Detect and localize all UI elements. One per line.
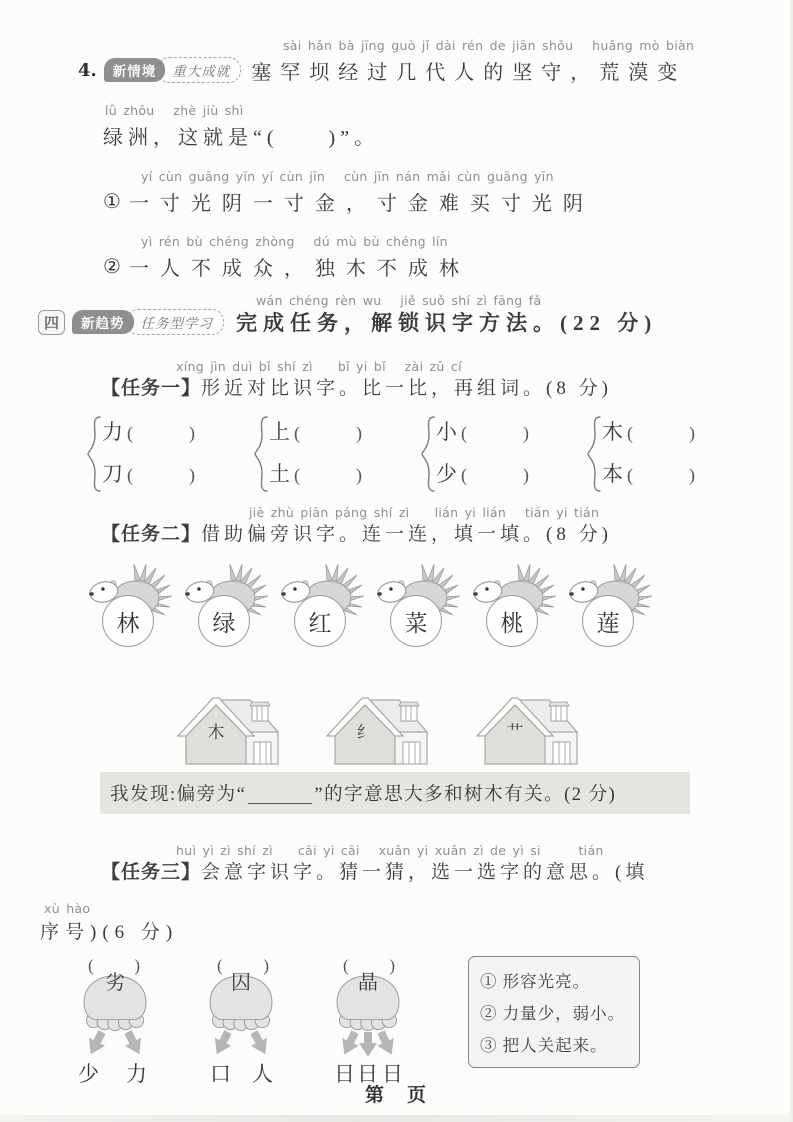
pair-row: [102, 458, 195, 488]
open-paren: (: [294, 465, 300, 485]
task1-label: 【任务一】: [101, 378, 202, 399]
octopus-group-lie: [60, 956, 180, 1086]
octopus-group-qiu: [186, 956, 306, 1086]
hedgehog-sign-circle: [390, 595, 442, 647]
task1-pinyin: xíng jìn duì bǐ shí zì bǐ yi bǐ zài zǔ cí: [176, 359, 462, 374]
house-radical: 纟: [356, 723, 374, 742]
hedgehog-sign-circle: [294, 595, 346, 647]
q4-pinyin-line1: sài hǎn bà jīng guò jǐ dài rén de jiān shǒu huāng mò biàn: [283, 38, 695, 53]
q4-pinyin-line2: lǜ zhōu zhè jiù shì: [105, 103, 244, 118]
close-paren: ): [356, 465, 362, 485]
q4-option2: [103, 252, 470, 281]
open-paren: (: [627, 465, 633, 485]
q4-option2-pinyin: yì rén bù chéng zhòng dú mù bù chéng lín: [141, 234, 448, 249]
task2-pinyin: jiè zhù piān páng shí zì lián yi lián tián yi tián: [249, 505, 600, 520]
arrows-icon: [313, 1030, 423, 1060]
pair-row: [436, 416, 529, 446]
house-item: [321, 690, 433, 768]
arrows-icon: [186, 1030, 296, 1060]
close-paren: ): [523, 423, 529, 443]
task3-label: 【任务三】: [101, 862, 202, 883]
hedgehog-char: 莲: [596, 610, 620, 636]
pair-row: [602, 458, 695, 488]
hanzi: 力: [102, 420, 123, 444]
close-paren: ): [523, 465, 529, 485]
house-item: [172, 690, 284, 768]
compound-char: 囚: [231, 972, 251, 994]
section4-number-badge: 四: [38, 310, 65, 335]
curly-brace-icon: [585, 414, 603, 494]
pair-row: [602, 416, 695, 446]
hedgehog-item: [82, 558, 174, 650]
open-paren: (: [127, 423, 133, 443]
curly-brace-icon: [85, 414, 103, 494]
task2-label: 【任务二】: [101, 524, 202, 545]
page-footer: 第 页: [364, 1085, 428, 1106]
task3-title-row: [101, 857, 648, 884]
choice-item: ② 力量少，弱小。: [480, 1004, 626, 1023]
component-char: 日: [334, 1062, 355, 1086]
task2-title: 借助偏旁识字。连一连，填一填。(8 分): [201, 524, 612, 545]
pair-row: [102, 416, 195, 446]
hedgehog-char: 红: [308, 610, 332, 636]
task3-cont-text: 序号)(6 分): [40, 922, 179, 943]
pair-group-xiao-shao: [419, 414, 569, 496]
finding-note: [100, 772, 690, 814]
curly-brace-icon: [419, 414, 437, 494]
hedgehog-char: 绿: [212, 610, 236, 636]
component-char: 日: [382, 1062, 403, 1086]
pair-group-li-dao: [85, 414, 235, 496]
hedgehog-sign-circle: [486, 595, 538, 647]
meaning-choices-box: [468, 956, 640, 1068]
hedgehog-item: [466, 558, 558, 650]
hedgehog-sign-circle: [198, 595, 250, 647]
pair-row: [269, 416, 362, 446]
close-paren: ): [689, 423, 695, 443]
close-paren: ): [389, 956, 395, 975]
close-paren: ): [189, 465, 195, 485]
q4-option1-pinyin: yí cùn guāng yīn yí cùn jīn cùn jīn nán mǎi cùn guāng yīn: [141, 169, 554, 184]
hanzi: 小: [436, 420, 457, 444]
task2-title-row: [101, 519, 612, 546]
arrows-icon: [60, 1030, 170, 1060]
component-char: 少: [78, 1062, 99, 1086]
hedgehog-char: 菜: [404, 610, 428, 636]
scan-edge-bottom: [0, 1115, 793, 1122]
section4-pinyin: wán chéng rèn wu jiě suǒ shí zì fāng fǎ: [256, 293, 542, 308]
finding-suffix: ”的字意思大多和树木有关。(2 分): [314, 785, 617, 805]
pair-row: [269, 458, 362, 488]
pair-group-mu-ben: [585, 414, 735, 496]
task1-title: 形近对比识字。比一比，再组词。(8 分): [201, 378, 612, 399]
house-radical: 艹: [506, 723, 524, 742]
q4-text-line2: 绿洲，这就是“( )”。: [103, 127, 380, 149]
hedgehog-char: 桃: [500, 610, 524, 636]
open-paren: (: [461, 465, 467, 485]
task3-pinyin: huì yì zì shí zì cāi yi cāi xuǎn yi xuǎn zì de yì si tián: [176, 843, 604, 858]
curly-brace-icon: [252, 414, 270, 494]
component-char: 人: [252, 1062, 273, 1086]
q4-option1: [103, 187, 594, 216]
badge-task-learning: 任务型学习: [126, 309, 225, 335]
badge-new-trend: 新趋势: [72, 310, 134, 334]
hanzi: 上: [269, 420, 290, 444]
fill-blank: [248, 783, 312, 804]
hedgehog-item: [562, 558, 654, 650]
q4-text-line1: 塞罕坝经过几代人的坚守，荒漠变: [251, 61, 687, 84]
option1-text: 一寸光阴一寸金，寸金难买寸光阴: [128, 193, 594, 215]
hanzi: 本: [602, 462, 623, 486]
compound-char: 劣: [105, 972, 125, 994]
open-paren: (: [461, 423, 467, 443]
badge-new-situation: 新情境: [104, 58, 166, 82]
hedgehog-sign-circle: [582, 595, 634, 647]
option2-circled-number: ②: [103, 256, 121, 278]
task1-title-row: [101, 373, 612, 400]
q4-number: 4.: [78, 59, 97, 81]
q4-row: [78, 55, 686, 85]
option2-text: 一人不成众，独木不成林: [128, 258, 470, 280]
task3-cont-pinyin: xù hào: [44, 901, 91, 916]
close-paren: ): [263, 956, 269, 975]
compound-char: 晶: [358, 972, 378, 994]
hedgehog-item: [274, 558, 366, 650]
open-paren: (: [88, 956, 94, 975]
open-paren: (: [343, 956, 349, 975]
component-char: 日: [357, 1062, 378, 1086]
section4-title: 完成任务，解锁识字方法。(22 分): [236, 311, 658, 335]
hedgehog-sign-circle: [102, 595, 154, 647]
option1-circled-number: ①: [103, 191, 121, 213]
hanzi: 木: [602, 420, 623, 444]
badge-major-achievement: 重大成就: [157, 57, 241, 83]
open-paren: (: [627, 423, 633, 443]
octopus-group-jing: [313, 956, 433, 1086]
hanzi: 土: [269, 462, 290, 486]
close-paren: ): [189, 423, 195, 443]
house-radical: 木: [207, 723, 225, 742]
finding-prefix: 我发现:偏旁为“: [110, 785, 247, 805]
house-item: [471, 690, 583, 768]
close-paren: ): [689, 465, 695, 485]
open-paren: (: [294, 423, 300, 443]
component-char: 力: [126, 1062, 147, 1086]
close-paren: ): [356, 423, 362, 443]
choice-item: ③ 把人关起来。: [480, 1036, 608, 1055]
hedgehog-item: [370, 558, 462, 650]
open-paren: (: [127, 465, 133, 485]
hedgehog-char: 林: [116, 610, 140, 636]
open-paren: (: [217, 956, 223, 975]
section4-header: [38, 306, 657, 338]
close-paren: ): [134, 956, 140, 975]
task3-title: 会意字识字。猜一猜，选一选字的意思。(填: [201, 862, 649, 883]
hanzi: 刀: [102, 462, 123, 486]
choice-item: ① 形容光亮。: [480, 972, 591, 991]
component-char: 口: [210, 1062, 231, 1086]
hedgehog-item: [178, 558, 270, 650]
pair-group-shang-tu: [252, 414, 402, 496]
hanzi: 少: [436, 462, 457, 486]
pair-row: [436, 458, 529, 488]
